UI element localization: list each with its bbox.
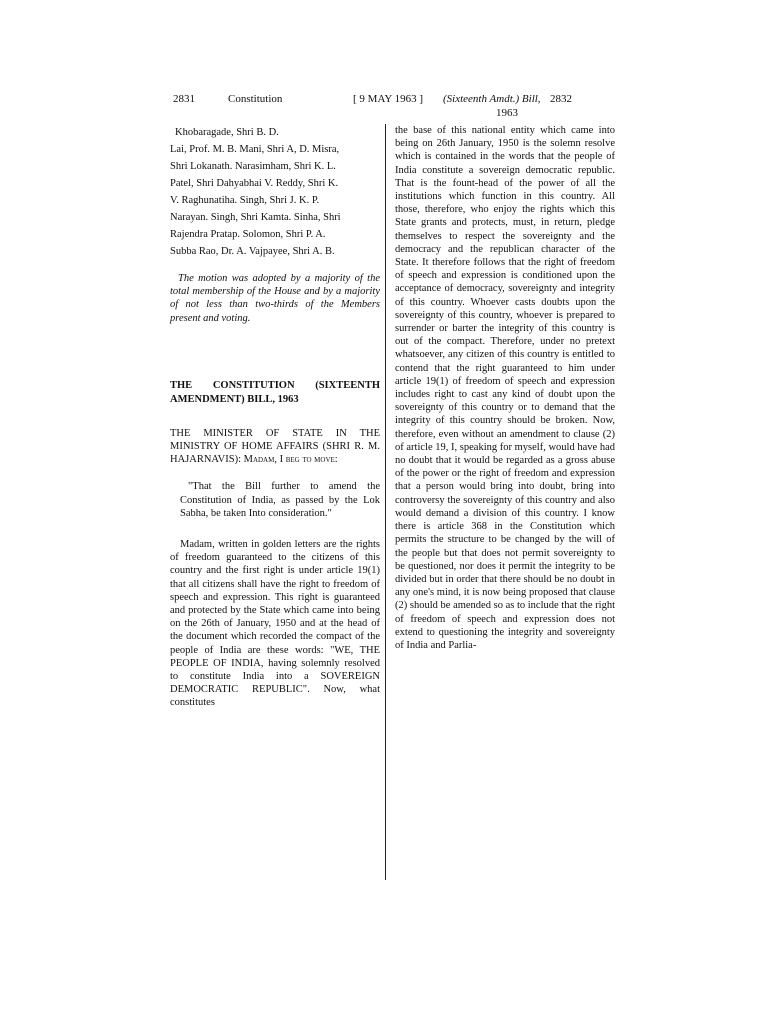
member-line: Khobaragade, Shri B. D.	[175, 127, 279, 138]
header-date: [ 9 MAY 1963 ]	[353, 93, 424, 105]
member-line: Patel, Shri Dahyabhai V. Reddy, Shri K.	[170, 178, 339, 189]
member-line: Subba Rao, Dr. A. Vajpayee, Shri A. B.	[170, 246, 335, 257]
member-line: Rajendra Pratap. Solomon, Shri P. A.	[170, 229, 326, 240]
minister-intro: THE MINISTER OF STATE IN THE MINISTRY OF HOME AFFAIRS (SHRI R. M. HAJARNAVIS): Madam, I beg to move:	[170, 427, 380, 466]
right-page-number: 2832	[550, 93, 572, 105]
members-list	[170, 124, 380, 260]
header-year: 1963	[496, 107, 518, 119]
motion-quote: "That the Bill further to amend the Constitution of India, as passed by the Lok Sabha, be taken Into consideration."	[180, 481, 380, 519]
bill-title: THE CONSTITUTION (SIXTEENTH AMENDMENT) BILL, 1963	[170, 379, 380, 405]
speech-continuation: the base of this national entity which came into being on 26th January, 1950 is the solemn resolve which is contained in the words that the people of India constitute a sovereign democratic republic. That is the fount-head of the power of all the institutions which function in this country. All those, therefore, who enjoy the rights which this State grants and protects, must, in return, pledge themselves to respect the sovereignty and the democracy and the republican character of the State. It therefore follows that the right of freedom of speech and expression is conditioned upon the acceptance of democracy, sovereignty and integrity of this country. Whoever casts doubts upon the sovereignty of this country, whoever is prepared to surrender or barter the integrity of this country is out of the compact. Therefore, under no pretext whatsoever, any citizen of this country is entitled to contend that the right guaranteed to him under article 19(1) of freedom of speech and expression includes right to cast any kind of doubt upon the sovereignty of this country or to demand that the integrity of this country should be broken. Now, therefore, even without an amendment to clause (2) of article 19, I, speaking for myself, would have had no doubt that it would be regarded as a gross abuse of the power or the right of freedom and expression that a person would bring into doubt, bring into controversy the sovereignty of this country and also would demand a division of this country. I know there is article 368 in the Constitution which permits the structure to be changed by the will of the people but that does not permit sovereignty to be questioned, nor does it permit the integrity to be divided but in order that there should be no doubt in any one's mind, it is now being proposed that clause (2) should be amended so as to include that the right of freedom of speech and expression does not extend to questioning the integrity and sovereignty of India and Parlia-	[395, 125, 615, 651]
speech-paragraph: Madam, written in golden letters are the rights of freedom guaranteed to the citizens of this country and the first right is under article 19(1) that all citizens shall have the right to freedom of speech and expression. This right is guaranteed and protected by the State which came into being on the 26th of January, 1950 and at the head of the document which recorded the compact of the people of India are these words: "WE, THE PEOPLE OF INDIA, having solemnly resolved to constitute India into a SOVEREIGN DEMOCRATIC REPUBLIC". Now, what constitutes	[170, 539, 380, 709]
right-column	[395, 124, 615, 652]
right-running-title: (Sixteenth Amdt.) Bill,	[443, 93, 541, 105]
member-line: Lai, Prof. M. B. Mani, Shri A, D. Misra,	[170, 144, 340, 155]
member-line: Narayan. Singh, Shri Kamta. Sinha, Shri	[170, 212, 341, 223]
left-running-title: Constitution	[228, 93, 283, 105]
member-line: V. Raghunatiha. Singh, Shri J. K. P.	[170, 195, 320, 206]
left-column	[170, 124, 380, 710]
member-line: Shri Lokanath. Narasimham, Shri K. L.	[170, 161, 336, 172]
left-page-number: 2831	[173, 93, 195, 105]
column-divider	[385, 124, 386, 880]
motion-result: The motion was adopted by a majority of the total membership of the House and by a majority of not less than two-thirds of the Members present and voting.	[170, 273, 380, 324]
